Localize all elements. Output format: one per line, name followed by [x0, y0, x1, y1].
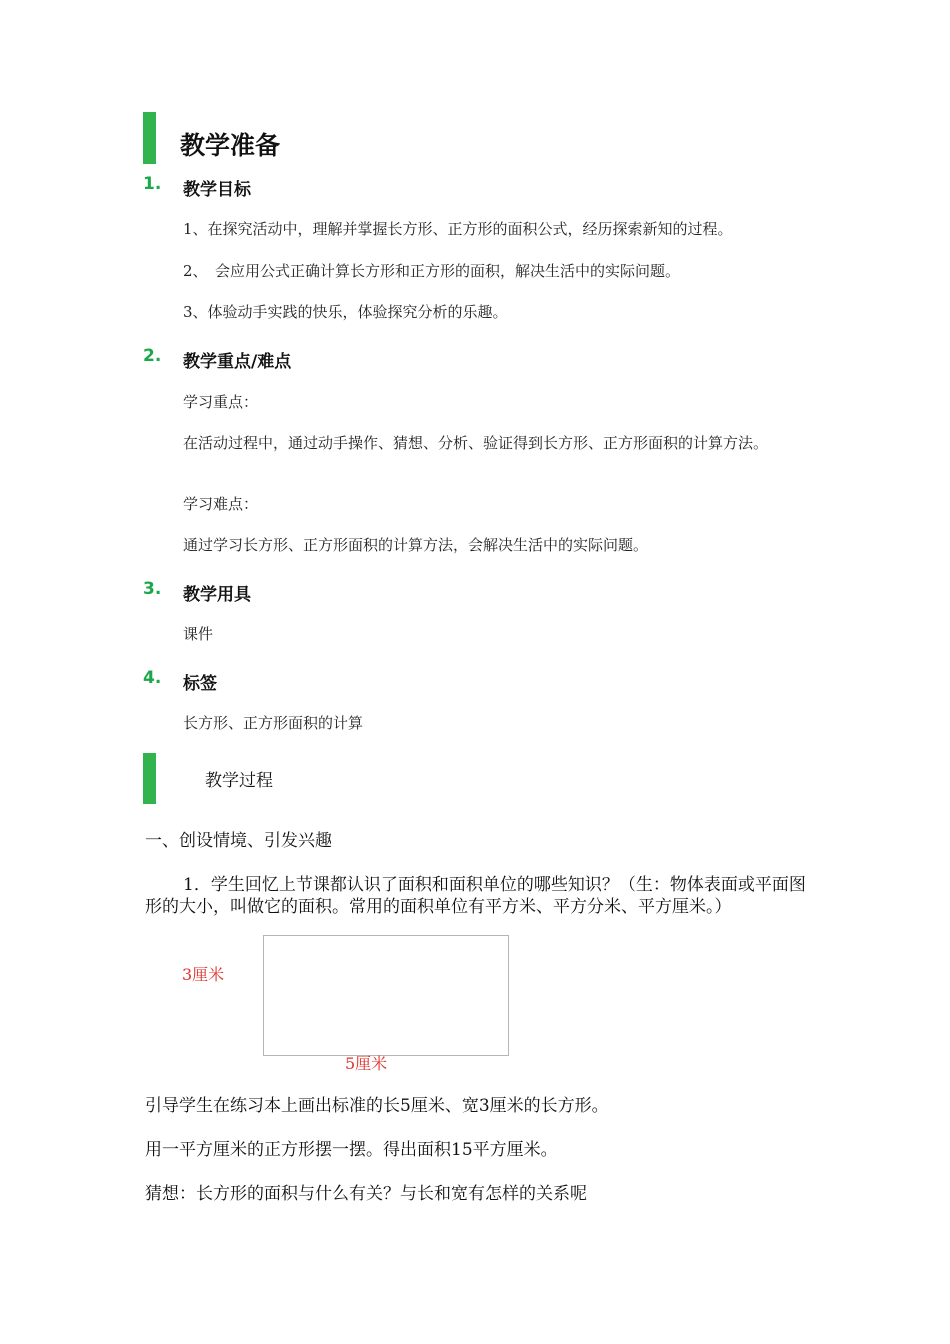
instruction-line: 用一平方厘米的正方形摆一摆。得出面积15平方厘米。: [145, 1140, 558, 1160]
page-title: 教学准备: [180, 131, 281, 160]
section-number: 2.: [143, 346, 162, 366]
goal-item: 1、在探究活动中，理解并掌握长方形、正方形的面积公式，经历探索新知的过程。: [183, 220, 733, 238]
section-number: 4.: [143, 668, 162, 688]
section-heading-tools: 教学用具: [183, 585, 251, 605]
goal-item: 3、体验动手实践的快乐，体验探究分析的乐趣。: [183, 303, 508, 321]
key-label: 学习重点：: [183, 393, 259, 411]
section-number: 1.: [143, 174, 162, 194]
tools-text: 课件: [183, 625, 214, 643]
section-heading-tags: 标签: [183, 674, 217, 694]
difficulty-text: 通过学习长方形、正方形面积的计算方法，会解决生活中的实际问题。: [183, 536, 649, 554]
key-text: [145, 433, 805, 453]
instruction-line: 引导学生在练习本上画出标准的长5厘米、宽3厘米的长方形。: [145, 1096, 609, 1116]
length-label: 5厘米: [345, 1054, 388, 1073]
section-marker-bar: [143, 753, 156, 804]
width-label: 3厘米: [182, 965, 225, 984]
difficulty-label: 学习难点：: [183, 495, 259, 513]
goal-item: 2、 会应用公式正确计算长方形和正方形的面积，解决生活中的实际问题。: [183, 262, 681, 280]
instruction-line: 猜想：长方形的面积与什么有关？与长和宽有怎样的关系呢: [145, 1184, 587, 1204]
section-number: 3.: [143, 579, 162, 599]
question-paragraph: [145, 874, 807, 918]
section-heading-key-points: 教学重点/难点: [183, 352, 292, 372]
section-marker-bar: [143, 112, 156, 164]
part-heading: 一、创设情境、引发兴趣: [145, 831, 332, 851]
question-text: 1．学生回忆上节课都认识了面积和面积单位的哪些知识？（生：物体表面或平面图形的大小，叫做它的面积。常用的面积单位有平方米、平方分米、平方厘米。）: [145, 875, 806, 917]
rectangle-figure: [263, 935, 509, 1056]
section-heading-goals: 教学目标: [183, 180, 251, 200]
key-text-content: 在活动过程中，通过动手操作、猜想、分析、验证得到长方形、正方形面积的计算方法。: [183, 434, 769, 452]
process-title: 教学过程: [205, 771, 273, 791]
tags-text: 长方形、正方形面积的计算: [183, 714, 364, 732]
